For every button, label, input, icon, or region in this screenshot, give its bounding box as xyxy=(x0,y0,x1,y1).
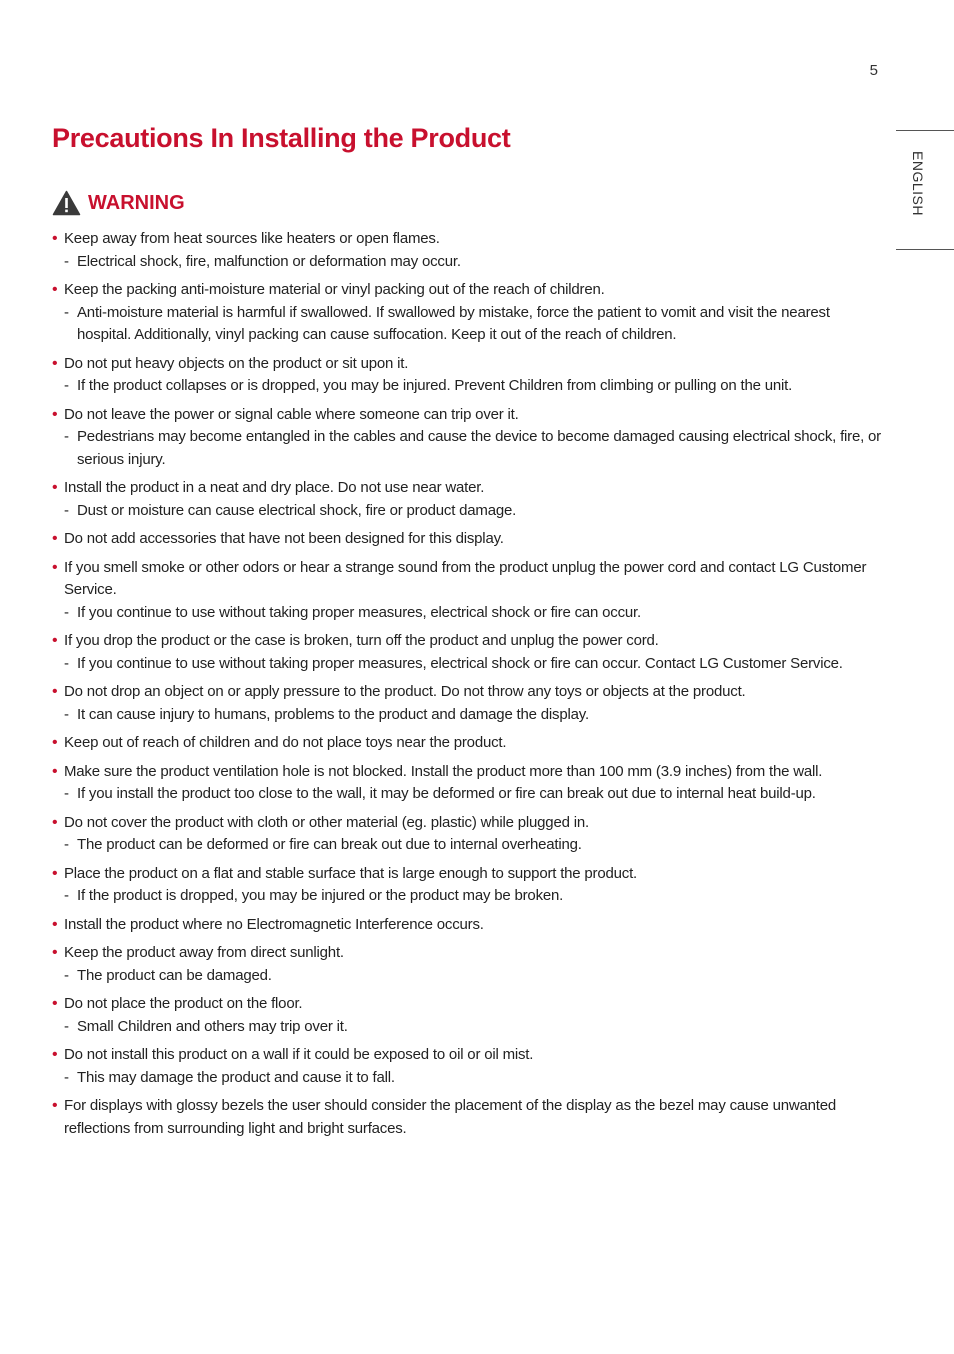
dash-marker: - xyxy=(64,1068,69,1086)
precaution-text: Keep the packing anti-moisture material or vinyl packing out of the reach of children. xyxy=(64,281,605,298)
consequence-text: It can cause injury to humans, problems to the product and damage the display. xyxy=(77,705,589,723)
precaution-text: Do not leave the power or signal cable where someone can trip over it. xyxy=(64,405,519,423)
precaution-consequence xyxy=(64,1067,882,1090)
consequence-text: The product can be deformed or fire can break out due to internal overheating. xyxy=(77,836,582,853)
precaution-text: Install the product where no Electromagnetic Interference occurs. xyxy=(64,915,484,933)
precaution-text: For displays with glossy bezels the user should consider the placement of the display as the bezel may cause unwanted reflections from surrounding light and bright surfaces. xyxy=(64,1097,837,1137)
consequence-text: If you install the product too close to the wall, it may be deformed or fire can break out due to internal heat build-up. xyxy=(77,785,816,802)
precaution-item xyxy=(52,477,882,522)
consequence-text: Small Children and others may trip over it. xyxy=(77,1017,348,1035)
consequence-text: If the product collapses or is dropped, you may be injured. Prevent Children from climbing or pulling on the unit. xyxy=(77,377,793,394)
precaution-item xyxy=(52,942,882,987)
bullet-icon: • xyxy=(52,479,58,496)
precaution-item xyxy=(52,761,882,806)
warning-heading xyxy=(52,190,185,216)
precaution-consequence xyxy=(64,1016,882,1039)
bullet-icon: • xyxy=(52,1097,58,1114)
precaution-text: Make sure the product ventilation hole is not blocked. Install the product more than 100 mm (3.9 inches) from the wall. xyxy=(64,762,823,780)
bullet-icon: • xyxy=(52,530,58,547)
dash-marker: - xyxy=(64,705,69,723)
precaution-item xyxy=(52,914,882,937)
page-number: 5 xyxy=(869,62,878,79)
precaution-item xyxy=(52,1044,882,1089)
dash-marker: - xyxy=(64,836,69,853)
precaution-text: Install the product in a neat and dry place. Do not use near water. xyxy=(64,479,485,496)
dash-marker: - xyxy=(64,654,69,672)
bullet-icon: • xyxy=(52,813,58,831)
dash-marker: - xyxy=(64,1017,69,1035)
precaution-item xyxy=(52,681,882,726)
dash-marker: - xyxy=(64,785,69,802)
precaution-consequence xyxy=(64,783,882,806)
precaution-item xyxy=(52,557,882,625)
dash-marker: - xyxy=(64,303,69,321)
bullet-icon: • xyxy=(52,995,58,1012)
precaution-text: Keep out of reach of children and do not place toys near the product. xyxy=(64,734,507,751)
precaution-item xyxy=(52,732,882,755)
precaution-text: If you smell smoke or other odors or hear a strange sound from the product unplug the power cord and contact LG Customer Service. xyxy=(64,558,867,598)
precaution-item xyxy=(52,863,882,908)
bullet-icon: • xyxy=(52,354,58,372)
precaution-text: If you drop the product or the case is broken, turn off the product and unplug the power cord. xyxy=(64,632,659,649)
bullet-icon: • xyxy=(52,915,58,933)
consequence-text: If you continue to use without taking proper measures, electrical shock or fire can occur. Contact LG Customer Service. xyxy=(77,654,843,672)
dash-marker: - xyxy=(64,428,69,445)
bullet-icon: • xyxy=(52,230,58,247)
precaution-text: Do not cover the product with cloth or other material (eg. plastic) while plugged in. xyxy=(64,813,589,831)
consequence-text: If you continue to use without taking proper measures, electrical shock or fire can occur. xyxy=(77,603,641,621)
dash-marker: - xyxy=(64,501,69,519)
precaution-text: Do not put heavy objects on the product or sit upon it. xyxy=(64,354,409,372)
precaution-consequence xyxy=(64,602,882,625)
consequence-text: Electrical shock, fire, malfunction or deformation may occur. xyxy=(77,252,461,270)
precaution-item xyxy=(52,228,882,273)
precaution-text: Place the product on a flat and stable surface that is large enough to support the product. xyxy=(64,864,638,882)
consequence-text: The product can be damaged. xyxy=(77,966,272,984)
warning-label: WARNING xyxy=(88,191,185,214)
precaution-item xyxy=(52,279,882,347)
consequence-text: Anti-moisture material is harmful if swallowed. If swallowed by mistake, force the patient to vomit and visit the nearest hospital. Additionally, vinyl packing can cause suffocation. Keep it out of the reach of children. xyxy=(77,303,830,343)
precaution-item xyxy=(52,528,882,551)
precaution-item xyxy=(52,812,882,857)
page-title: Precautions In Installing the Product xyxy=(52,123,511,153)
precaution-consequence xyxy=(64,251,882,274)
dash-marker: - xyxy=(64,252,69,270)
precaution-list xyxy=(52,228,882,1146)
bullet-icon: • xyxy=(52,1046,58,1063)
dash-marker: - xyxy=(64,966,69,984)
consequence-text: This may damage the product and cause it to fall. xyxy=(77,1068,395,1086)
dash-marker: - xyxy=(64,603,69,621)
precaution-item xyxy=(52,1095,882,1140)
precaution-consequence xyxy=(64,500,882,523)
precaution-consequence xyxy=(64,885,882,908)
language-side-tab xyxy=(896,130,954,250)
consequence-text: Pedestrians may become entangled in the cables and cause the device to become damaged causing electrical shock, fire, or serious injury. xyxy=(77,428,881,468)
consequence-text: Dust or moisture can cause electrical shock, fire or product damage. xyxy=(77,501,517,519)
bullet-icon: • xyxy=(52,762,58,780)
warning-triangle-icon xyxy=(52,190,81,216)
precaution-consequence xyxy=(64,704,882,727)
bullet-icon: • xyxy=(52,405,58,423)
language-label: ENGLISH xyxy=(910,151,926,216)
bullet-icon: • xyxy=(52,864,58,882)
dash-marker: - xyxy=(64,377,69,394)
precaution-item xyxy=(52,353,882,398)
precaution-item xyxy=(52,630,882,675)
precaution-consequence xyxy=(64,965,882,988)
precaution-consequence xyxy=(64,426,882,471)
precaution-consequence xyxy=(64,653,882,676)
precaution-item xyxy=(52,404,882,472)
precaution-item xyxy=(52,993,882,1038)
precaution-consequence xyxy=(64,375,882,398)
precaution-consequence xyxy=(64,834,882,857)
precaution-consequence xyxy=(64,302,882,347)
precaution-text: Do not add accessories that have not been designed for this display. xyxy=(64,530,504,547)
bullet-icon: • xyxy=(52,558,58,576)
precaution-text: Keep the product away from direct sunlight. xyxy=(64,944,344,961)
precaution-text: Do not drop an object on or apply pressure to the product. Do not throw any toys or objects at the product. xyxy=(64,683,746,700)
precaution-text: Do not place the product on the floor. xyxy=(64,995,303,1012)
precaution-text: Keep away from heat sources like heaters or open flames. xyxy=(64,230,440,247)
dash-marker: - xyxy=(64,887,69,904)
consequence-text: If the product is dropped, you may be injured or the product may be broken. xyxy=(77,887,564,904)
bullet-icon: • xyxy=(52,632,58,649)
bullet-icon: • xyxy=(52,683,58,700)
bullet-icon: • xyxy=(52,281,58,298)
precaution-text: Do not install this product on a wall if it could be exposed to oil or oil mist. xyxy=(64,1046,534,1063)
bullet-icon: • xyxy=(52,734,58,751)
bullet-icon: • xyxy=(52,944,58,961)
